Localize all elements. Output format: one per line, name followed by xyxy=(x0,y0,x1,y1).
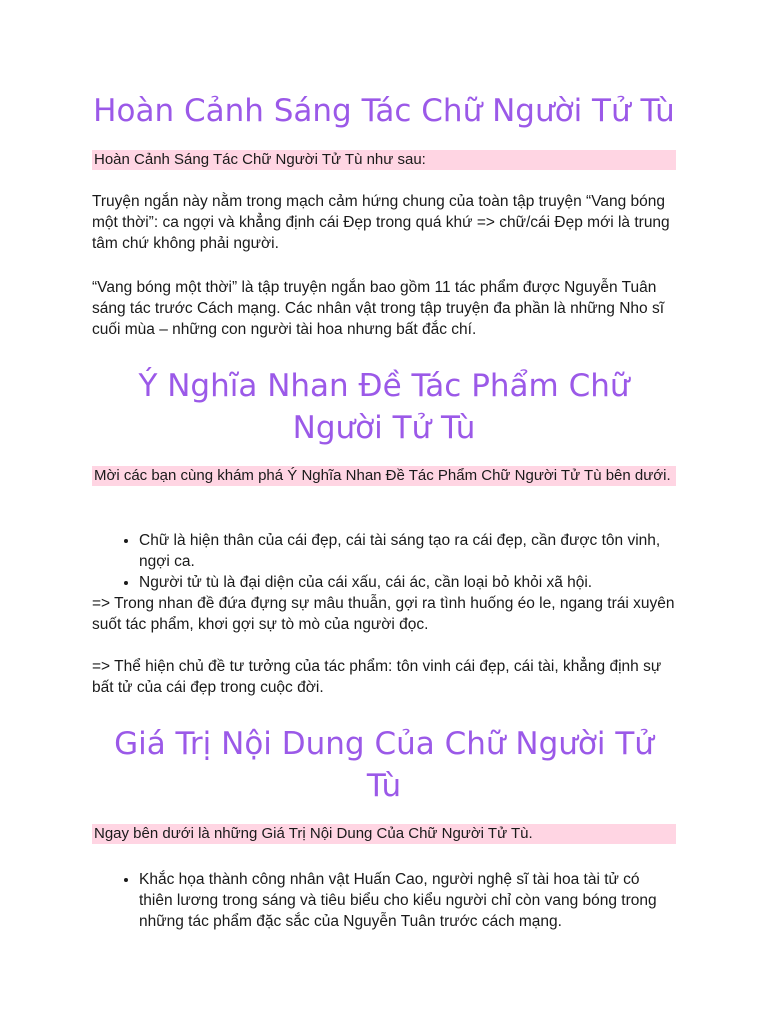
section-intro-1: Hoàn Cảnh Sáng Tác Chữ Người Tử Tù như sau: xyxy=(92,150,676,170)
paragraph: Truyện ngắn này nằm trong mạch cảm hứng chung của toàn tập truyện “Vang bóng một thời”: ca ngợi và khẳng định cái Đẹp trong quá khứ => chữ/cái Đẹp mới là trung tâm chứ không phải người. xyxy=(92,193,670,252)
list-item: • Khắc họa thành công nhân vật Huấn Cao, người nghệ sĩ tài hoa tài tử có thiên lương trong sáng và tiêu biểu cho kiểu người chỉ còn vang bóng trong những tác phẩm đặc sắc của Nguyễn Tuân trước cách mạng. xyxy=(139,869,676,932)
section-intro-2: Mời các bạn cùng khám phá Ý Nghĩa Nhan Đề Tác Phẩm Chữ Người Tử Tù bên dưới. xyxy=(92,466,676,486)
section-heading-3: Giá Trị Nội Dung Của Chữ Người Tử Tù xyxy=(114,726,654,804)
list-item: • Chữ là hiện thân của cái đẹp, cái tài sáng tạo ra cái đẹp, cần được tôn vinh, ngợi ca. xyxy=(139,530,676,572)
paragraph: => Thể hiện chủ đề tư tưởng của tác phẩm: tôn vinh cái đẹp, cái tài, khẳng định sự bất tử của cái đẹp trong cuộc đời. xyxy=(92,658,662,696)
bullet-list xyxy=(92,530,676,593)
bullet-list xyxy=(92,869,676,932)
paragraph: => Trong nhan đề đứa đựng sự mâu thuẫn, gợi ra tình huống éo le, ngang trái xuyên suốt tác phẩm, khơi gợi sự tò mò của người đọc. xyxy=(92,595,675,633)
section-heading-2: Ý Nghĩa Nhan Đề Tác Phẩm Chữ Người Tử Tù xyxy=(138,368,630,446)
list-item: • Người tử tù là đại diện của cái xấu, cái ác, cần loại bỏ khỏi xã hội. xyxy=(139,572,676,593)
section-intro-3: Ngay bên dưới là những Giá Trị Nội Dung Của Chữ Người Tử Tù. xyxy=(92,824,676,844)
paragraph: “Vang bóng một thời” là tập truyện ngắn bao gồm 11 tác phẩm được Nguyễn Tuân sáng tác trước Cách mạng. Các nhân vật trong tập truyện đa phần là những Nho sĩ cuối mùa – những con người tài hoa nhưng bất đắc chí. xyxy=(92,279,665,338)
section-heading-1: Hoàn Cảnh Sáng Tác Chữ Người Tử Tù xyxy=(93,93,675,129)
